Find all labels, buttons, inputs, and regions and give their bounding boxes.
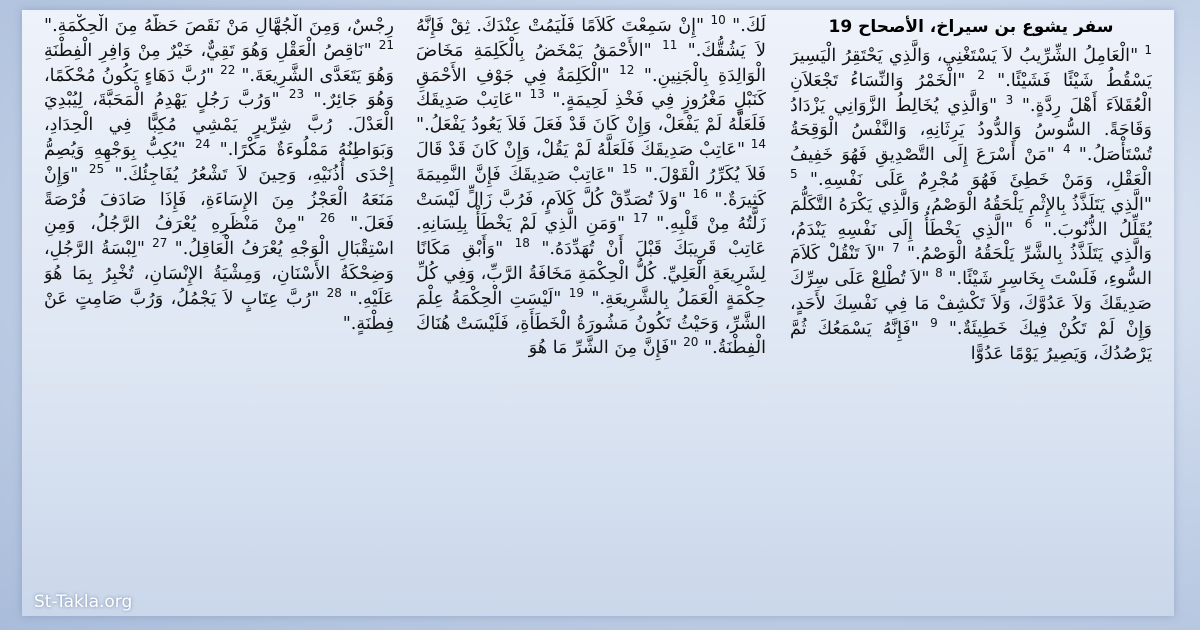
verse-text: "وَأَبْقِ مَكَانًا لِشَرِيعَةِ الْعَلِيِّ. كُلُّ الْحِكْمَةِ مَخَافَةُ الرَّبِّ، وَفِي كُلِّ حِكْمَةٍ الْعَمَلُ بِالشَّرِيعَةِ." [416,239,766,309]
verse-number: 19 [568,285,585,300]
text-column-2 [416,14,766,610]
verse-number: 5 [790,167,798,182]
verse-text: "لَيْسَتِ الْحِكْمَةُ عِلْمَ الشَّرِّ، وَحَيْثُ تَكُونُ مَشُورَةُ الْخَطَأَةِ، فَلَيْسَتْ هُنَاكَ الْفِطْنَةُ." [416,288,766,359]
verse-number: 15 [621,161,638,176]
verse-number: 6 [1024,216,1033,231]
verse-number: 10 [710,14,726,28]
verse-text: "رُبَّ عِتَابٍ لاَ يَجْمُلُ، وَرُبَّ صَامِتٍ عَنْ فِطْنَةٍ." [44,288,394,334]
verse-text: "لِبْسَةُ الرَّجُلِ، وَضِحْكَةُ الأَسْنَانِ، وَمِشْيَةُ الإِنْسَانِ، تُخْبِرُ بِمَا هُوَ عَلَيْهِ." [44,239,394,309]
verse-text: "الَّذِي يَتَلَذَّذُ بِالإِثْمِ يَلْحَقُهُ الْوَصْمُ، وَالَّذِي يَكْرَهُ التَّكَلُّمَ يُقَلِّلُ الذُّنُوبَ." [790,194,1152,240]
verse-number: 3 [1005,92,1014,107]
verse-text: "عَاتِبْ صَدِيقَكَ فَإِنَّ النَّمِيمَةَ كَثِيرَةٌ." [416,164,766,210]
verse-number: 11 [662,37,678,52]
verse-number: 14 [750,137,766,152]
verse-number: 1 [1144,43,1152,58]
column-body [416,14,766,361]
verse-text: "مَنْ أَسْرَعَ إِلَى التَّصْدِيقِ فَهُوَ خَفِيفُ الْعَقْلِ، وَمَنْ خَطِئَ فَهُوَ مُجْرِمٌ عَلَى نَفْسِهِ." [790,145,1152,190]
verse-text: "وَرُبَّ رَجُلٍ يَهْدِمُ الْمَحَبَّةَ، لِيُبْدِيَ الْعَدْلَ. رُبَّ شِرِّيرٍ يَمْشِي مُكِبًّا فِي الْحِدَادِ، وَبَوَاطِنُهُ مَمْلُوءَةٌ مَكْرًا." [44,90,394,160]
verse [44,16,394,36]
chapter-heading: سفر يشوع بن سيراخ، الأصحاح 19 [828,17,1114,37]
verse-text: لَكَ." [732,16,766,36]
verse-number: 25 [88,161,105,176]
text-panel [22,10,1174,616]
verse-number: 17 [632,211,649,226]
verse-number: 21 [378,37,394,52]
verse-number: 12 [619,62,635,77]
verse-text: "وَمَنِ الَّذِي لَمْ يَخْطَأْ بِلِسَانِهِ. عَاتِبْ قَرِيبَكَ قَبْلَ أَنْ تُهَدِّدَهُ." [416,214,766,260]
verse-number: 20 [683,335,699,350]
verse-number: 18 [514,236,530,251]
verse-text: "لاَ تَنْقُلْ كَلاَمَ السُّوءِ، فَلَسْتَ بِخَاسِرٍ شَيْئًا." [790,244,1152,290]
verse-text: "الْخَمْرُ وَالنِّسَاءُ تَجْعَلاَنِ الْعُقَلاَءَ أَهْلَ رِدَّةٍ." [790,70,1152,116]
verse-text: "الأَحْمَقُ يَمْخَضُ بِالْكَلِمَةِ مَخَاضَ الْوَالِدَةِ بِالْجَنِينِ." [416,40,766,86]
verse-text: "يُكِبُّ بِوَجْهِهِ وَيُصِمُّ إِحْدَى أُذُنَيْهِ، وَحِينَ لاَ تَشْعُرُ يُفَاجِئُكَ." [44,139,394,185]
verse-text: "إِنْ سَمِعْتَ كَلاَمًا فَلْيَمُتْ عِنْدَكَ. ثِقْ فَإِنَّهُ لاَ يَشُقُّكَ." [416,16,766,61]
verse-text: "لاَ تُطْلِعْ عَلَى سِرِّكَ صَدِيقَكَ وَلاَ عَدُوَّكَ، وَلاَ تَكْشِفْ مَا فِي نَفْسِكَ لأَحَدٍ، وَإِنْ لَمْ تَكُنْ فِيكَ خَطِيئَةٌ." [790,269,1152,339]
verse-text: "مِنْ مَنْظَرِهِ يُعْرَفُ الرَّجُلُ، وَمِنِ اسْتِقْبَالِ الْوَجْهِ يُعْرَفُ الْعَاقِلُ." [44,214,394,260]
verse-text: "رُبَّ دَهَاءٍ يَكُونُ مُحْكَمًا، وَهُوَ جَائِرٌ." [44,65,394,111]
text-column-1 [790,14,1152,610]
verse-text: "نَاقِصُ الْعَقْلِ وَهُوَ تَقِيٌّ، خَيْرٌ مِنْ وَافِرِ الْفِطْنَةِ وَهُوَ يَتَعَدَّى الشَّرِيعَةَ." [44,40,394,86]
site-watermark: St-Takla.org [34,592,133,612]
column-body [44,14,394,336]
verse-number: 16 [692,186,708,201]
verse-number: 23 [288,87,305,102]
verse-text: "وَالَّذِي يُخَالِطُ الزَّوَانِي يَزْدَادُ وَقَاحَةً. السُّوسُ وَالدُّودُ يَرِثَانِهِ، وَالنَّفْسُ الْوَقِحَةُ تُسْتَأْصَلُ." [790,95,1152,166]
verse-text: "الْعَامِلُ الشِّرِّيبُ لاَ يَسْتَغْنِي، وَالَّذِي يَحْتَقِرُ الْيَسِيرَ يَسْقُطُ شَيْئًا فَشَيْئًا." [790,46,1152,91]
verse-text: "وَلاَ تُصَدِّقْ كُلَّ كَلاَمٍ، فَرُبَّ زَالٍّ لَيْسَتْ زَلَّتُهُ مِنْ قَلْبِهِ." [416,189,766,235]
verse-number: 4 [1063,142,1071,157]
verse-text: "عَاتِبْ صَدِيقَكَ فَلَعَلَّهُ لَمْ يَقُلْ، وَإِنْ كَانَ قَدْ قَالَ فَلاَ يُكَرِّرُ الْقَوْلَ." [416,139,766,185]
verse-number: 24 [194,137,211,152]
verse [528,335,699,359]
text-column-3 [44,14,394,610]
verse-number: 28 [326,285,342,300]
column-body [790,44,1152,366]
verse-number: 26 [319,211,336,226]
verse-text: "الَّذِي يَخْطَأُ إِلَى نَفْسِهِ يَنْدَمُ، وَالَّذِي يَتَلَذَّذُ بِالشَّرِّ يَلْحَقُهُ الْوَصْمُ." [790,219,1152,265]
verse-number: 8 [935,266,943,281]
verse [726,16,766,36]
verse-number: 7 [892,241,900,256]
verse-number: 9 [930,315,938,330]
verse-text: "وَإِنْ مَنَعَهُ الْعَجْزُ مِنَ الإِسَاءَةِ، فَإِذَا صَادَفَ فُرْصَةً فَعَلَ." [44,164,394,235]
verse-number: 2 [977,67,986,82]
verse-number: 22 [220,62,236,77]
verse-text: "فَإِنَّ مِنَ الشَّرِّ مَا هُوَ [528,338,678,359]
verse-text: "فَإِنَّهُ يَسْمَعُكَ ثُمَّ يَرْصُدُكَ، وَيَصِيرُ يَوْمًا عَدُوًّا [790,318,1152,364]
verse-text: "الْكَلِمَةُ فِي جَوْفِ الأَحْمَقِ كَنَبْلٍ مَغْرُوزٍ فِي فَخْذِ لَحِيمَةٍ." [416,65,766,111]
verse-number: 27 [152,236,168,251]
verse-number: 13 [529,87,545,102]
verse-text: رِجْسٌ، وَمِنَ الْجُهَّالِ مَنْ نَقَصَ حَظُّهُ مِنَ الْحِكْمَةِ." [44,16,394,36]
verse-text: "عَاتِبْ صَدِيقَكَ فَلَعَلَّهُ لَمْ يَفْعَلْ، وَإِنْ كَانَ قَدْ فَعَلَ فَلاَ يَعُودُ يَفْعَلُ." [416,90,766,136]
